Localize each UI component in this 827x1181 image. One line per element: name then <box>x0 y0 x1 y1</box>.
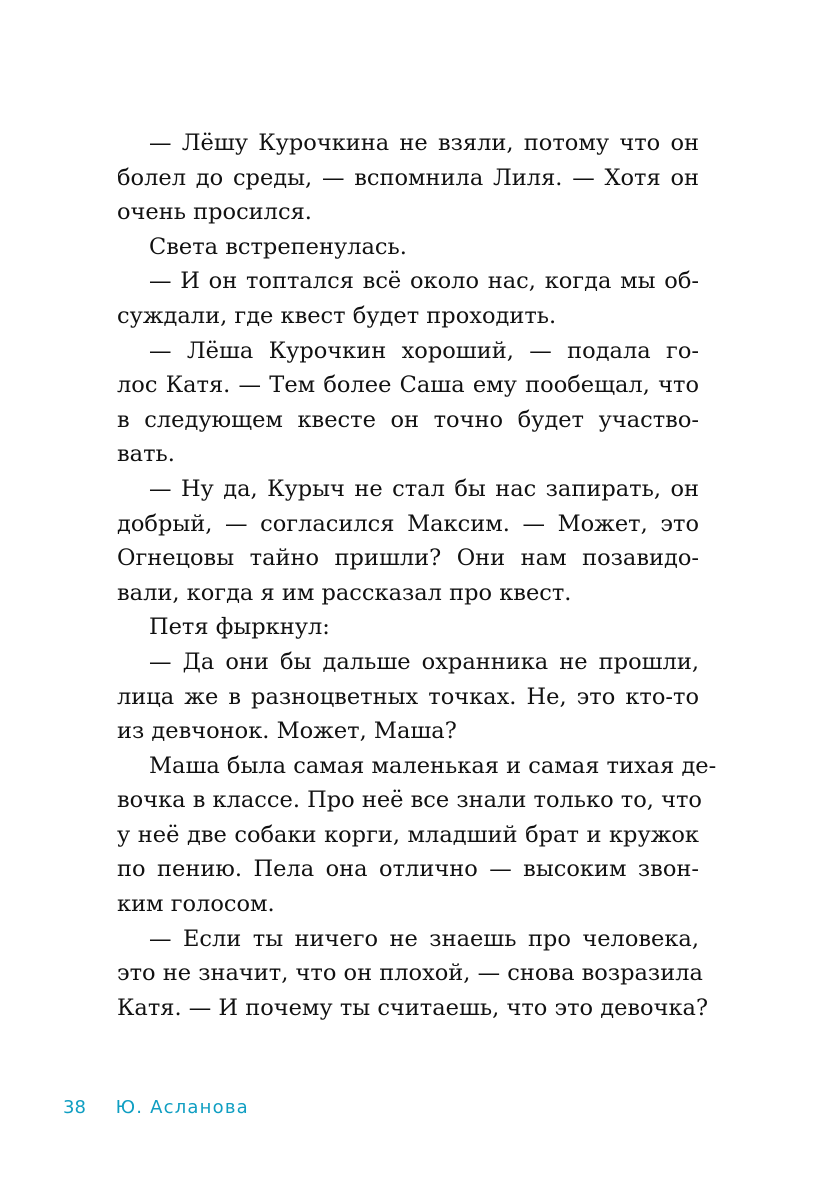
text-line: Петя фыркнул: <box>149 614 330 641</box>
text-line: — Лёшу Курочкина не взяли, потому что он <box>149 130 699 156</box>
text-line: по пению. Пела она отлично — высоким звон- <box>117 856 699 883</box>
text-line: Света встрепенулась. <box>149 233 407 260</box>
text-line: вать. <box>117 441 175 468</box>
page-number: 38 <box>63 1097 86 1118</box>
text-line: очень просился. <box>117 199 312 226</box>
text-line: — Ну да, Курыч не стал бы нас запирать, он <box>149 475 699 502</box>
text-line: — Да они бы дальше охранника не прошли, <box>149 648 699 675</box>
text-line: добрый, — согласился Максим. — Может, это <box>117 510 699 537</box>
text-line: вочка в классе. Про неё все знали только то, что <box>117 787 702 814</box>
text-line: лица же в разноцветных точках. Не, это кто-то <box>117 683 699 710</box>
running-head-author: Ю. Асланова <box>115 1097 249 1118</box>
text-line: в следующем квесте он точно будет участво- <box>117 406 699 433</box>
text-line: Огнецовы тайно пришли? Они нам позавидо- <box>117 545 699 572</box>
text-line: из девчонок. Может, Маша? <box>117 718 457 745</box>
text-line: это не значит, что он плохой, — снова возразила <box>117 960 703 987</box>
text-line: — Если ты ничего не знаешь про человека, <box>149 925 699 952</box>
text-line: болел до среды, — вспомнила Лиля. — Хотя он <box>117 164 699 191</box>
page-body-text <box>117 126 717 1025</box>
text-line: — Лёша Курочкин хороший, — подала го- <box>149 337 699 364</box>
text-line: Катя. — И почему ты считаешь, что это девочка? <box>117 994 709 1021</box>
text-line: у неё две собаки корги, младший брат и кружок <box>117 821 699 848</box>
page-footer <box>63 1092 249 1124</box>
text-line: — И он топтался всё около нас, когда мы об- <box>149 268 699 295</box>
text-line: лос Катя. — Тем более Саша ему пообещал, что <box>117 372 699 399</box>
text-line: вали, когда я им рассказал про квест. <box>117 579 572 606</box>
text-line: суждали, где квест будет проходить. <box>117 302 557 329</box>
text-line: Маша была самая маленькая и самая тихая де- <box>149 752 717 779</box>
text-line: ким голосом. <box>117 891 275 918</box>
